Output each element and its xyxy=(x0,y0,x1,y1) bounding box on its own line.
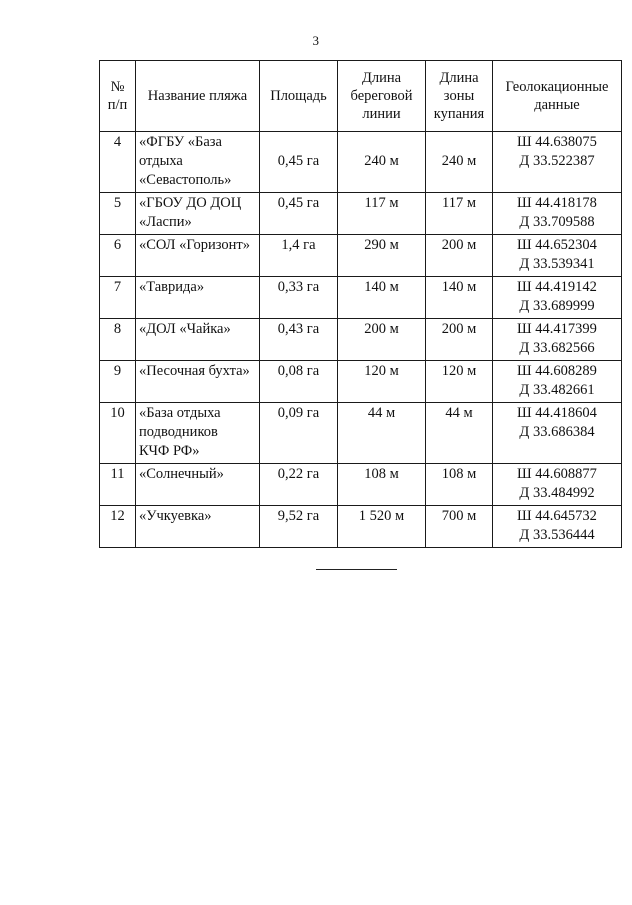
geolocation: Ш 44.418178 Д 33.709588 xyxy=(493,193,622,235)
end-divider-line xyxy=(316,569,397,570)
row-number: 6 xyxy=(100,235,136,277)
geolocation: Ш 44.638075 Д 33.522387 xyxy=(493,132,622,193)
geolocation: Ш 44.652304 Д 33.539341 xyxy=(493,235,622,277)
header-shore-length: Длина береговой линии xyxy=(338,61,426,132)
beach-name: «СОЛ «Горизонт» xyxy=(136,235,260,277)
row-number: 5 xyxy=(100,193,136,235)
table-row xyxy=(100,464,622,506)
beach-name: «Учкуевка» xyxy=(136,506,260,548)
beach-name: «ФГБУ «База отдыха «Севастополь» xyxy=(136,132,260,193)
geolocation: Ш 44.419142 Д 33.689999 xyxy=(493,277,622,319)
zone-length: 140 м xyxy=(426,277,493,319)
beach-area: 0,45 га xyxy=(260,132,338,193)
table-row xyxy=(100,361,622,403)
beach-area: 0,33 га xyxy=(260,277,338,319)
zone-length: 108 м xyxy=(426,464,493,506)
shore-length: 44 м xyxy=(338,403,426,464)
shore-length: 200 м xyxy=(338,319,426,361)
beach-name: «База отдыха подводников КЧФ РФ» xyxy=(136,403,260,464)
shore-length: 1 520 м xyxy=(338,506,426,548)
row-number: 11 xyxy=(100,464,136,506)
shore-length: 240 м xyxy=(338,132,426,193)
beach-area: 0,09 га xyxy=(260,403,338,464)
zone-length: 120 м xyxy=(426,361,493,403)
geolocation: Ш 44.417399 Д 33.682566 xyxy=(493,319,622,361)
beach-name: «ДОЛ «Чайка» xyxy=(136,319,260,361)
beach-name: «ГБОУ ДО ДОЦ «Ласпи» xyxy=(136,193,260,235)
geolocation: Ш 44.608877 Д 33.484992 xyxy=(493,464,622,506)
page-number: 3 xyxy=(312,33,320,48)
beach-area: 1,4 га xyxy=(260,235,338,277)
table-row xyxy=(100,193,622,235)
table-row xyxy=(100,277,622,319)
table-row xyxy=(100,235,622,277)
beach-area: 9,52 га xyxy=(260,506,338,548)
shore-length: 108 м xyxy=(338,464,426,506)
geolocation: Ш 44.418604 Д 33.686384 xyxy=(493,403,622,464)
row-number: 12 xyxy=(100,506,136,548)
header-number: № п/п xyxy=(100,61,136,132)
beach-name: «Таврида» xyxy=(136,277,260,319)
table-header-row xyxy=(100,61,622,132)
row-number: 10 xyxy=(100,403,136,464)
zone-length: 200 м xyxy=(426,319,493,361)
shore-length: 140 м xyxy=(338,277,426,319)
zone-length: 240 м xyxy=(426,132,493,193)
table-row xyxy=(100,319,622,361)
header-area: Площадь xyxy=(260,61,338,132)
beach-name: «Солнечный» xyxy=(136,464,260,506)
table-row xyxy=(100,403,622,464)
beach-area: 0,45 га xyxy=(260,193,338,235)
row-number: 4 xyxy=(100,132,136,193)
beach-area: 0,08 га xyxy=(260,361,338,403)
table-row xyxy=(100,132,622,193)
row-number: 9 xyxy=(100,361,136,403)
table-row xyxy=(100,506,622,548)
zone-length: 700 м xyxy=(426,506,493,548)
row-number: 7 xyxy=(100,277,136,319)
row-number: 8 xyxy=(100,319,136,361)
geolocation: Ш 44.608289 Д 33.482661 xyxy=(493,361,622,403)
header-zone-length: Длина зоны купания xyxy=(426,61,493,132)
zone-length: 117 м xyxy=(426,193,493,235)
beach-area: 0,22 га xyxy=(260,464,338,506)
shore-length: 120 м xyxy=(338,361,426,403)
header-geolocation: Геолокационные данные xyxy=(493,61,622,132)
shore-length: 117 м xyxy=(338,193,426,235)
shore-length: 290 м xyxy=(338,235,426,277)
zone-length: 200 м xyxy=(426,235,493,277)
beach-name: «Песочная бухта» xyxy=(136,361,260,403)
zone-length: 44 м xyxy=(426,403,493,464)
beach-area: 0,43 га xyxy=(260,319,338,361)
geolocation: Ш 44.645732 Д 33.536444 xyxy=(493,506,622,548)
beaches-table xyxy=(99,60,622,548)
header-beach-name: Название пляжа xyxy=(136,61,260,132)
